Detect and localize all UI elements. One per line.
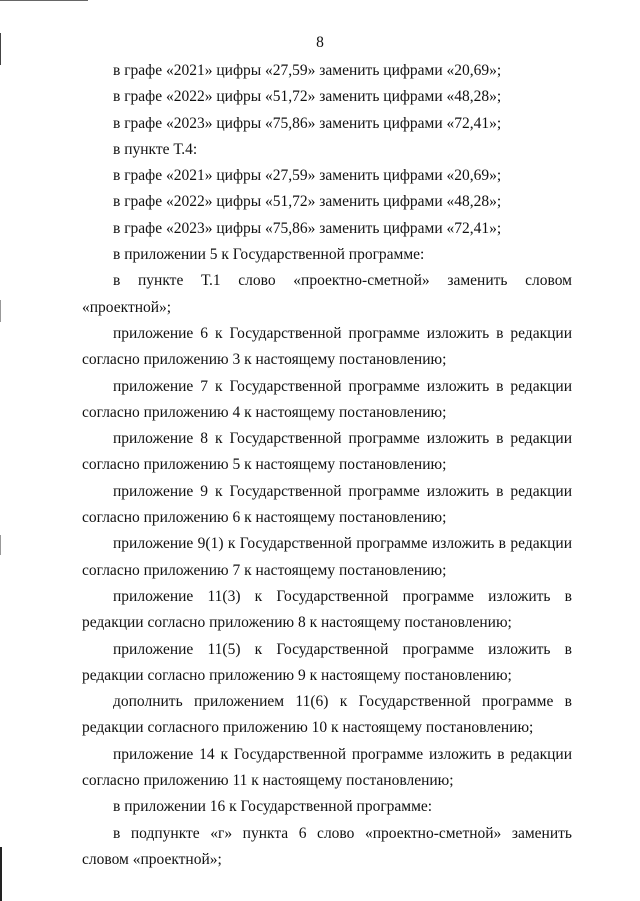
paragraph: приложение 9(1) к Государственной программе изложить в редакции согласно приложению 7 к настоящему постановлению; [82,535,572,579]
scan-edge-top [0,0,88,1]
scan-edge-mark [0,847,2,901]
paragraph: приложение 11(5) к Государственной программе изложить в редакции согласно приложению 9 к настоящему постановлению; [82,640,572,684]
paragraph: в приложении 16 к Государственной программе: [113,798,433,816]
scan-edge-mark [0,300,1,322]
paragraph: приложение 7 к Государственной программе изложить в редакции согласно приложению 4 к настоящему постановлению; [82,377,572,421]
paragraph: в пункте Т.4: [113,140,198,158]
paragraph: приложение 14 к Государственной программе изложить в редакции согласно приложению 11 к настоящему постановлению; [82,745,572,790]
document-body [82,58,572,873]
paragraph: приложение 9 к Государственной программе изложить в редакции согласно приложению 6 к настоящему постановлению; [82,482,572,527]
paragraph: в графе «2022» цифры «51,72» заменить цифрами «48,28»; [113,88,502,106]
paragraph: в пункте Т.1 слово «проектно-сметной» заменить словом «проектной»; [82,272,572,316]
paragraph: в графе «2021» цифры «27,59» заменить цифрами «20,69»; [113,167,502,185]
paragraph: в подпункте «г» пункта 6 слово «проектно-сметной» заменить словом «проектной»; [82,824,572,868]
paragraph: приложение 6 к Государственной программе изложить в редакции согласно приложению 3 к настоящему постановлению; [82,324,572,369]
paragraph: в приложении 5 к Государственной программе: [113,246,425,264]
paragraph: приложение 8 к Государственной программе изложить в редакции согласно приложению 5 к настоящему постановлению; [82,430,572,474]
scan-edge-mark [0,535,1,555]
paragraph: приложение 11(3) к Государственной программе изложить в редакции согласно приложению 8 к настоящему постановлению; [82,587,572,632]
paragraph: дополнить приложением 11(6) к Государственной программе в редакции согласного приложению 10 к настоящему постановлению; [82,693,572,737]
paragraph: в графе «2022» цифры «51,72» заменить цифрами «48,28»; [113,193,502,211]
paragraph: в графе «2023» цифры «75,86» заменить цифрами «72,41»; [113,219,502,237]
paragraph: в графе «2023» цифры «75,86» заменить цифрами «72,41»; [113,114,502,132]
paragraph: в графе «2021» цифры «27,59» заменить цифрами «20,69»; [113,62,502,79]
page-number: 8 [316,34,324,51]
